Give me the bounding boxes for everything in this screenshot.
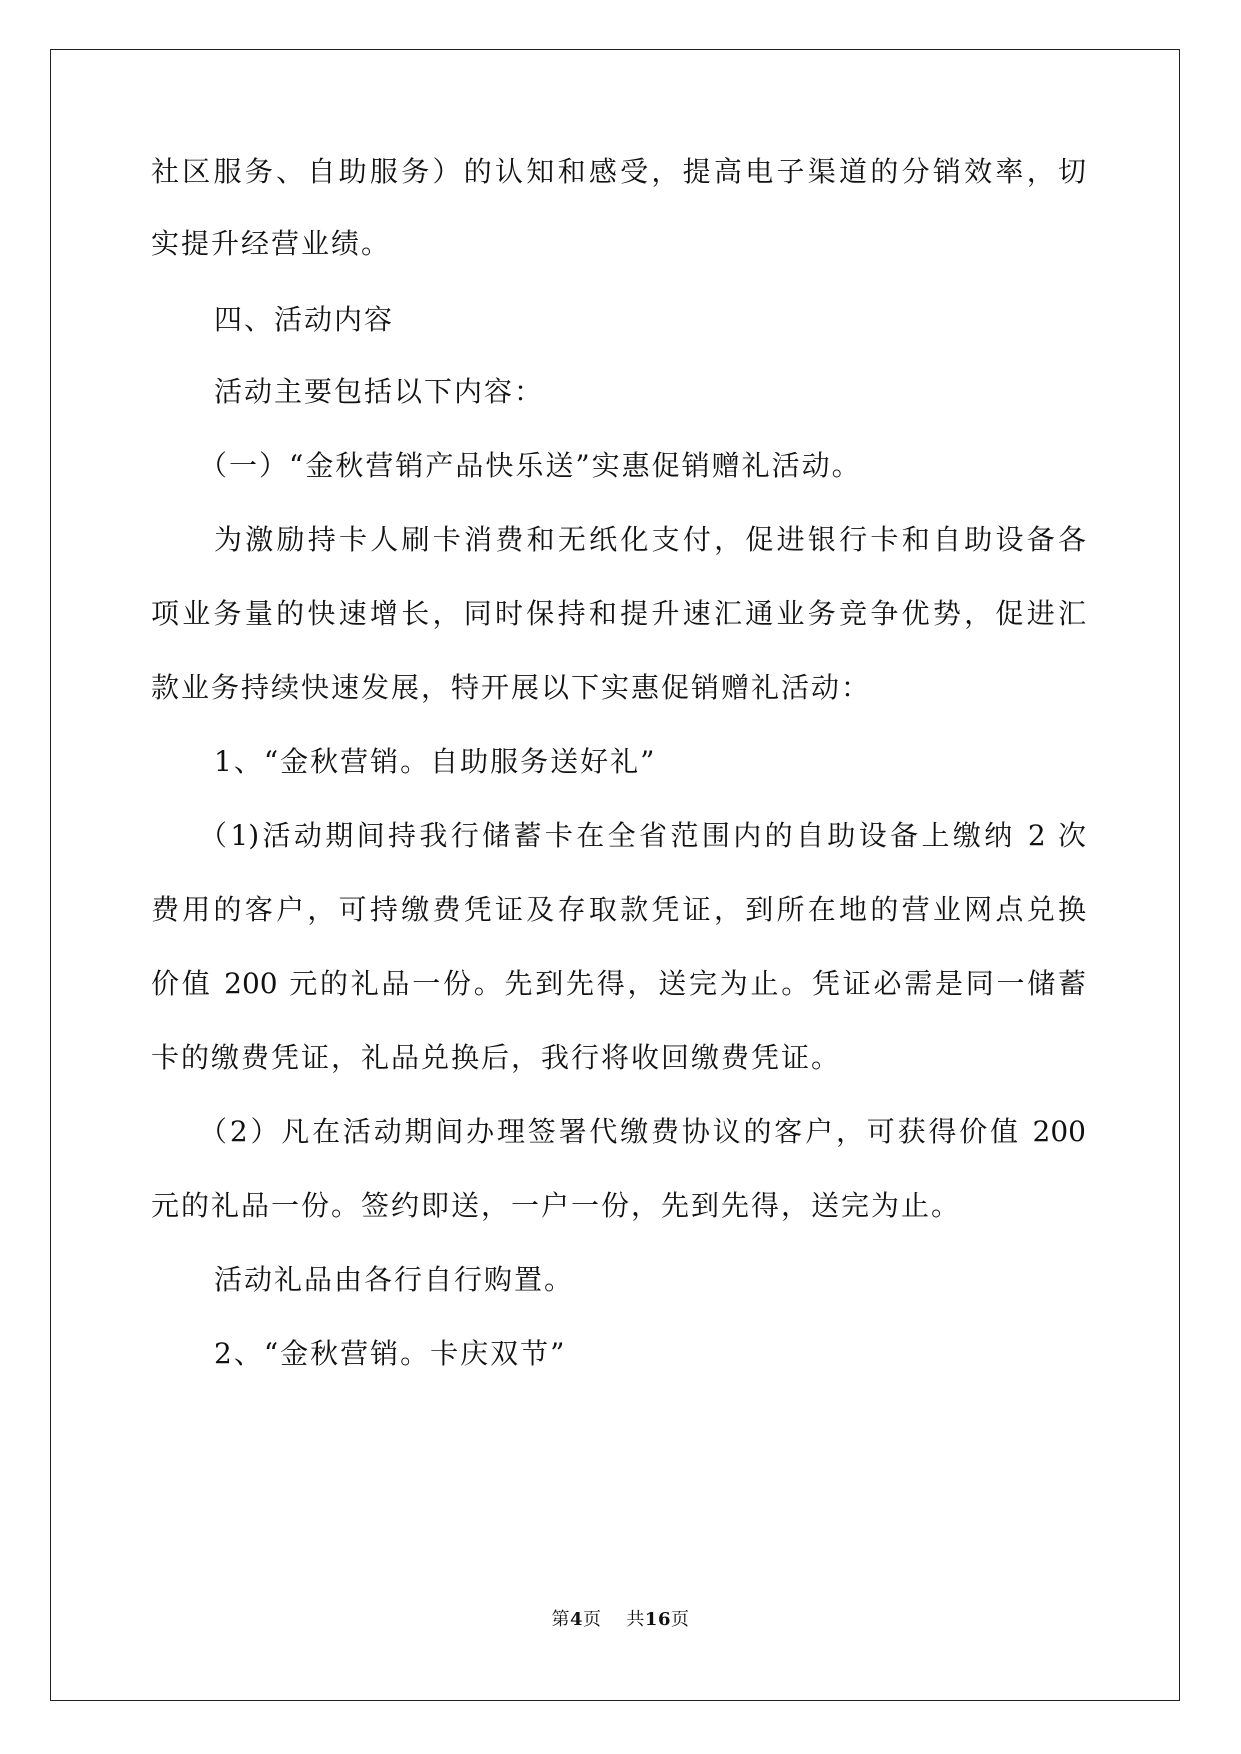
section-heading: 四、活动内容 [214,303,395,336]
paragraph-line: 社区服务、自助服务）的认知和感受，提高电子渠道的分销效率，切 [151,155,1086,188]
page-footer [0,1608,1241,1632]
item-heading: 1、“金秋营销。自助服务送好礼” [214,745,657,778]
paragraph-line: 为激励持卡人刷卡消费和无纸化支付，促进银行卡和自助设备各 [214,523,1086,556]
page-border [50,49,1180,1701]
paragraph-line: （1)活动期间持我行储蓄卡在全省范围内的自助设备上缴纳 2 次 [199,819,1086,852]
paragraph-line: 款业务持续快速发展，特开展以下实惠促销赠礼活动： [151,671,872,704]
paragraph-line: 价值 200 元的礼品一份。先到先得，送完为止。凭证必需是同一储蓄 [151,967,1086,1000]
paragraph-line: 项业务量的快速增长，同时保持和提升速汇通业务竞争优势，促进汇 [151,597,1086,630]
page-number: 4 [570,1609,584,1630]
subsection-heading: （一）“金秋营销产品快乐送”实惠促销赠礼活动。 [199,449,862,482]
paragraph-line: （2）凡在活动期间办理签署代缴费协议的客户，可获得价值 200 [199,1115,1086,1148]
total-pages: 16 [644,1609,671,1630]
paragraph-line: 实提升经营业绩。 [151,227,392,260]
item-heading: 2、“金秋营销。卡庆双节” [214,1337,567,1370]
paragraph-line: 活动礼品由各行自行购置。 [214,1263,575,1296]
paragraph-line: 卡的缴费凭证，礼品兑换后，我行将收回缴费凭证。 [151,1041,842,1074]
total-prefix: 共 [626,1609,645,1630]
paragraph-line: 活动主要包括以下内容： [214,375,545,408]
page-unit: 页 [583,1609,602,1630]
paragraph-line: 费用的客户，可持缴费凭证及存取款凭证，到所在地的营业网点兑换 [151,893,1086,926]
total-unit: 页 [670,1609,690,1630]
page-prefix: 第 [551,1609,570,1630]
paragraph-line: 元的礼品一份。签约即送，一户一份，先到先得，送完为止。 [151,1189,962,1222]
